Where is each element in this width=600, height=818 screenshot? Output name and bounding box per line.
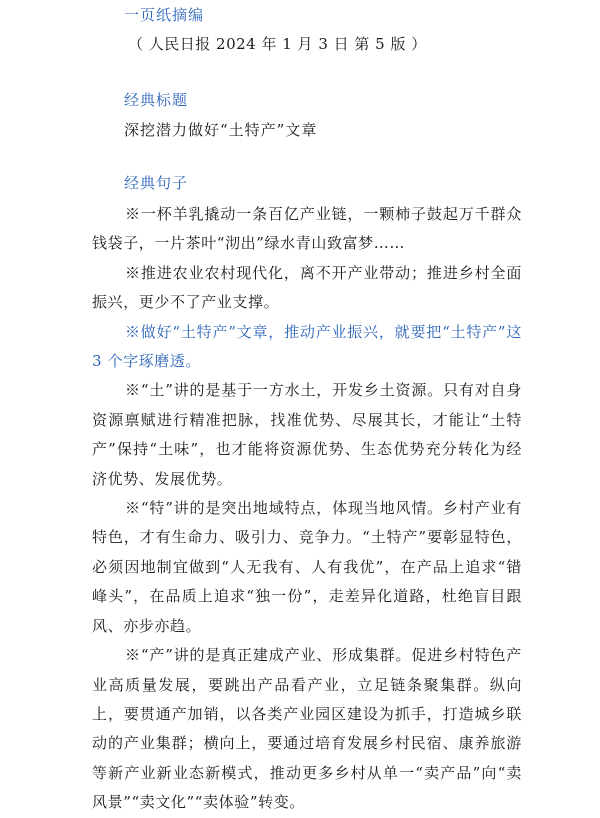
paragraph-6: ※“产”讲的是真正建成产业、形成集群。促进乡村特色产业高质量发展，要跳出产品看产业，立足链条聚集群。纵向上，要贯通产加销，以各类产业园区建设为抓手，打造城乡联动的产业集群；横向上，要通过培育发展乡村民宿、康养旅游等新产业新业态新模式，推动更多乡村从单一“卖产品”向“卖风景”“卖文化”“卖体验”转变。 xyxy=(92,646,522,812)
paragraph-4: ※“土”讲的是基于一方水土，开发乡土资源。只有对自身资源禀赋进行精准把脉，找准优势、尽展其长，才能让“土特产”保持“土味”，也才能将资源优势、生态优势充分转化为经济优势、发展优势。 xyxy=(92,381,522,488)
paragraph-1: ※一杯羊乳撬动一条百亿产业链，一颗柿子鼓起万千群众钱袋子，一片茶叶“沏出”绿水青山致富梦…… xyxy=(92,205,522,253)
sentences-label: 经典句子 xyxy=(124,174,189,192)
paragraph-3-highlight: ※做好“土特产”文章，推动产业振兴，就要把“土特产”这 3 个字琢磨透。 xyxy=(92,322,522,371)
paragraph-5: ※“特”讲的是突出地域特点，体现当地风情。乡村产业有特色，才有生命力、吸引力、竞争力。“土特产”要彰显特色，必须因地制宜做到“人无我有、人有我优”，在产品上追求“错峰头”，在品质上追求“独一份”，走差异化道路，杜绝盲目跟风、亦步亦趋。 xyxy=(92,499,522,635)
page-heading: 一页纸摘编 xyxy=(124,6,205,24)
headline-label: 经典标题 xyxy=(124,91,189,109)
headline: 深挖潜力做好“土特产”文章 xyxy=(124,121,318,139)
sentences-body xyxy=(92,200,522,818)
paragraph-2: ※推进农业农村现代化，离不开产业带动；推进乡村全面振兴，更少不了产业支撑。 xyxy=(92,263,522,312)
source-citation: （ 人民日报 2024 年 1 月 3 日 第 5 版 ） xyxy=(128,35,427,53)
